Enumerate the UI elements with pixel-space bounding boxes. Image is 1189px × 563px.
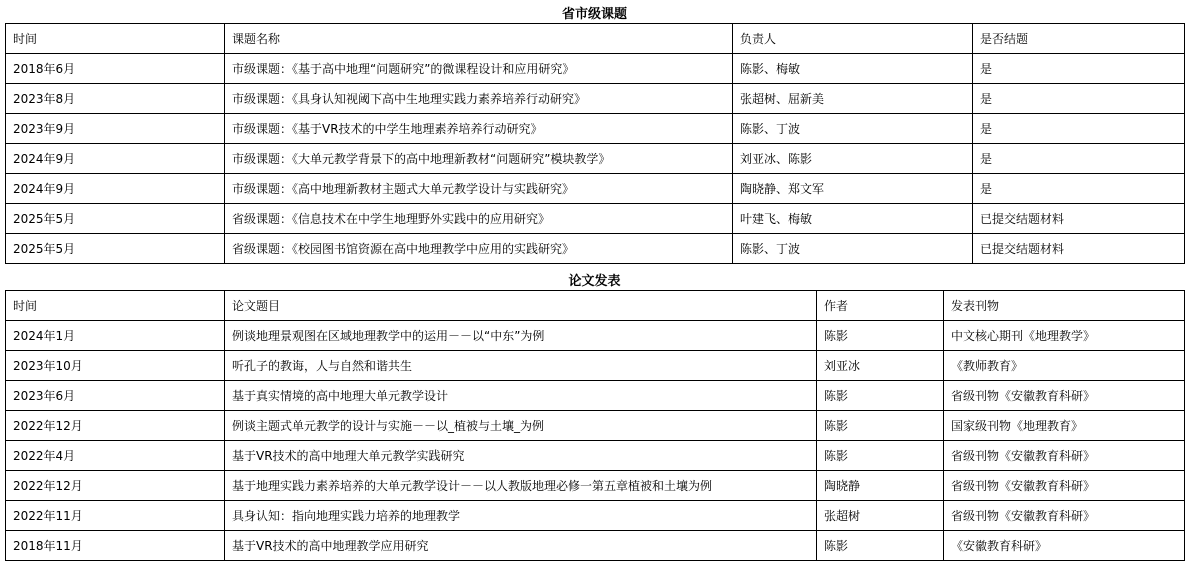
projects-cell: 陈影、梅敏 [733,54,973,84]
papers-header-cell: 时间 [6,291,225,321]
papers-cell: 陈影 [817,531,944,561]
projects-cell: 2025年5月 [6,234,225,264]
papers-header-cell: 论文题目 [225,291,817,321]
table-row [6,54,1185,84]
papers-cell: 2018年11月 [6,531,225,561]
projects-table-body [6,24,1185,264]
table-row [6,204,1185,234]
papers-cell: 省级刊物《安徽教育科研》 [944,501,1185,531]
table-row [6,381,1185,411]
table-row [6,411,1185,441]
papers-cell: 2024年1月 [6,321,225,351]
projects-cell: 2023年8月 [6,84,225,114]
section-title-papers: 论文发表 [568,274,621,289]
projects-header-cell: 负责人 [733,24,973,54]
projects-header-row [6,24,1185,54]
papers-header-cell: 发表刊物 [944,291,1185,321]
papers-cell: 陈影 [817,321,944,351]
projects-cell: 陶晓静、郑文军 [733,174,973,204]
papers-cell: 刘亚冰 [817,351,944,381]
papers-header-cell: 作者 [817,291,944,321]
papers-cell: 具身认知：指向地理实践力培养的地理教学 [225,501,817,531]
table-row [6,441,1185,471]
projects-header-cell: 课题名称 [225,24,733,54]
table-row [6,114,1185,144]
projects-cell: 刘亚冰、陈影 [733,144,973,174]
projects-cell: 张超树、屈新美 [733,84,973,114]
papers-cell: 2022年11月 [6,501,225,531]
projects-cell: 2018年6月 [6,54,225,84]
papers-table-body [6,291,1185,561]
papers-table [5,290,1185,561]
table-row [6,144,1185,174]
papers-cell: 省级刊物《安徽教育科研》 [944,471,1185,501]
projects-table [5,23,1185,264]
projects-cell: 已提交结题材料 [973,204,1185,234]
papers-cell: 陈影 [817,441,944,471]
projects-cell: 是 [973,84,1185,114]
projects-cell: 陈影、丁波 [733,234,973,264]
papers-cell: 陈影 [817,411,944,441]
projects-cell: 市级课题：《具身认知视阈下高中生地理实践力素养培养行动研究》 [225,84,733,114]
projects-cell: 市级课题：《基于高中地理“问题研究”的微课程设计和应用研究》 [225,54,733,84]
papers-cell: 省级刊物《安徽教育科研》 [944,441,1185,471]
projects-cell: 2025年5月 [6,204,225,234]
papers-cell: 例谈主题式单元教学的设计与实施－－以_植被与土壤_为例 [225,411,817,441]
table-row [6,234,1185,264]
table-row [6,471,1185,501]
papers-cell: 中文核心期刊《地理教学》 [944,321,1185,351]
table-row [6,321,1185,351]
projects-cell: 2024年9月 [6,144,225,174]
projects-cell: 2024年9月 [6,174,225,204]
section-title-projects: 省市级课题 [561,7,627,22]
table-row [6,501,1185,531]
projects-cell: 是 [973,174,1185,204]
projects-cell: 2023年9月 [6,114,225,144]
papers-cell: 陶晓静 [817,471,944,501]
papers-cell: 基于VR技术的高中地理大单元教学实践研究 [225,441,817,471]
papers-cell: 2022年12月 [6,471,225,501]
projects-cell: 是 [973,144,1185,174]
projects-header-cell: 是否结题 [973,24,1185,54]
projects-header-cell: 时间 [6,24,225,54]
projects-cell: 市级课题：《基于VR技术的中学生地理素养培养行动研究》 [225,114,733,144]
papers-cell: 《教师教育》 [944,351,1185,381]
papers-cell: 例谈地理景观图在区域地理教学中的运用－－以“中东”为例 [225,321,817,351]
table-row [6,174,1185,204]
table-row [6,84,1185,114]
papers-cell: 陈影 [817,381,944,411]
papers-header-row [6,291,1185,321]
papers-cell: 听孔子的教诲，人与自然和谐共生 [225,351,817,381]
projects-cell: 叶建飞、梅敏 [733,204,973,234]
table-row [6,531,1185,561]
papers-cell: 2023年10月 [6,351,225,381]
projects-cell: 陈影、丁波 [733,114,973,144]
papers-cell: 省级刊物《安徽教育科研》 [944,381,1185,411]
papers-cell: 2022年4月 [6,441,225,471]
papers-cell: 张超树 [817,501,944,531]
papers-cell: 基于VR技术的高中地理教学应用研究 [225,531,817,561]
projects-cell: 省级课题：《校园图书馆资源在高中地理教学中应用的实践研究》 [225,234,733,264]
papers-cell: 《安徽教育科研》 [944,531,1185,561]
projects-cell: 已提交结题材料 [973,234,1185,264]
projects-cell: 是 [973,54,1185,84]
papers-cell: 基于真实情境的高中地理大单元教学设计 [225,381,817,411]
projects-cell: 是 [973,114,1185,144]
papers-cell: 2022年12月 [6,411,225,441]
papers-cell: 2023年6月 [6,381,225,411]
projects-cell: 市级课题：《大单元教学背景下的高中地理新教材“问题研究”模块教学》 [225,144,733,174]
projects-cell: 市级课题：《高中地理新教材主题式大单元教学设计与实践研究》 [225,174,733,204]
papers-cell: 国家级刊物《地理教育》 [944,411,1185,441]
projects-cell: 省级课题：《信息技术在中学生地理野外实践中的应用研究》 [225,204,733,234]
table-row [6,351,1185,381]
papers-cell: 基于地理实践力素养培养的大单元教学设计－－以人教版地理必修一第五章植被和土壤为例 [225,471,817,501]
